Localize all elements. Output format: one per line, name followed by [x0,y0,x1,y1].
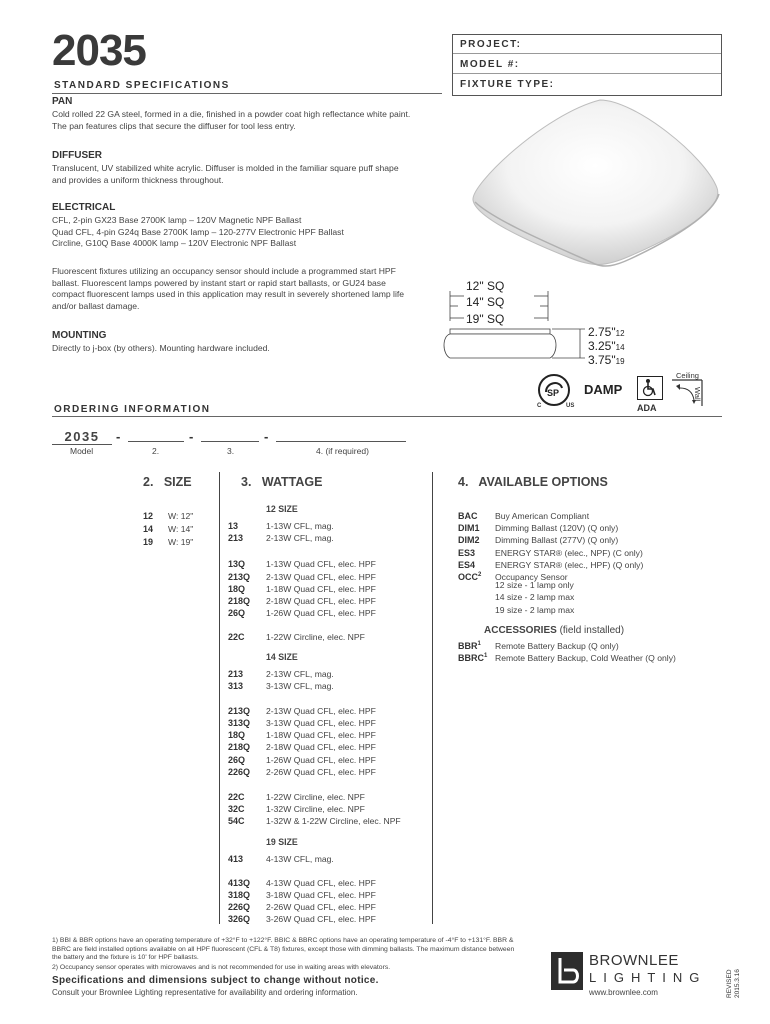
project-field[interactable]: PROJECT: [453,35,721,54]
wattage-row [228,713,428,729]
fixture-image [455,96,735,276]
option-row [458,518,718,534]
size-row: 14 W: 14" [143,524,194,534]
wattage-description: 2-13W CFL, mag. [266,533,334,544]
electrical-text: CFL, 2-pin GX23 Base 2700K lamp – 120V Magnetic NPF Ballast Quad CFL, 4-pin G24q Base 2700K lamp – 120-277V Electronic HPF Ballast Circline, G10Q Base 4000K lamp – 120V Electronic NPF Ballast [52,215,344,248]
wattage-description: 1-22W Circline, elec. NPF [266,792,365,802]
option-row [458,506,718,521]
fixture-type-field[interactable]: FIXTURE TYPE: [460,79,555,90]
wattage-code: 218Q [228,742,251,753]
wattage-code: 213 [228,668,244,679]
wattage-row [228,873,428,888]
wattage-code: 26Q [228,608,246,619]
option-row [458,543,718,558]
electrical-heading: ELECTRICAL [52,202,116,213]
wattage-description: 2-13W CFL, mag. [266,668,334,679]
height-19-label: 3.75"19 [588,353,625,367]
option-code: BBRC$^1$ [458,652,488,663]
size-row: 19 W: 19" [143,537,194,547]
wattage-description: 3-18W Quad CFL, elec. HPF [266,889,376,900]
wattage-code: 26Q [228,754,246,765]
wattage-description: 3-26W Quad CFL, elec. HPF [266,914,376,925]
website-link[interactable]: www.brownlee.com [589,988,658,997]
wattage-description: 1-32W Circline, elec. NPF [266,804,365,815]
wattage-list [228,504,428,925]
wattage-row [228,603,428,619]
wattage-code: 313Q [228,718,251,729]
wattage-code: 313 [228,680,244,691]
wattage-code: 326Q [228,914,251,925]
ada-label: ADA [637,403,657,413]
dash-2: - [189,429,194,444]
disclaimer: Specifications and dimensions subject to change without notice. [52,975,379,986]
wattage-description: 1-13W CFL, mag. [266,521,334,531]
caption-3: 3. [227,446,235,456]
option-description: Remote Battery Backup, Cold Weather (Q only) [495,652,676,663]
wattage-row [228,579,428,594]
wattage-code: 213 [228,533,244,544]
wattage-description: 1-18W Quad CFL, elec. HPF [266,730,376,741]
column-divider-1 [219,472,220,924]
wattage-description: 1-22W Circline, elec. NPF [266,632,365,643]
option-description: Dimming Ballast (120V) (Q only) [495,523,619,534]
ordering-information-heading: ORDERING INFORMATION [54,404,211,415]
option-description: Buy American Compliant [495,511,590,521]
wattage-row [228,750,428,765]
wattage-description: 2-13W Quad CFL, elec. HPF [266,705,376,716]
wattage-row [228,664,428,679]
size-row: 12 W: 12" [143,511,194,521]
dash-3: - [264,429,269,444]
size-list [143,506,193,545]
wattage-column-heading: 3. WATTAGE [241,475,323,489]
option-description: ENERGY STAR® (elec., NPF) (C only) [495,547,643,558]
model-code-field: 2035 [52,429,112,445]
option-code: ES4 [458,559,476,570]
wattage-code: 213Q [228,571,251,582]
standard-specifications-heading: STANDARD SPECIFICATIONS [54,80,230,91]
wattage-code: 413 [228,853,244,864]
occupancy-notes: 12 size - 1 lamp only 14 size - 2 lamp max 19 size - 2 lamp max [495,580,575,615]
column-divider-2 [432,472,433,924]
wattage-row [228,885,428,900]
wattage-row [228,762,428,777]
wattage-description: 1-32W & 1-22W Circline, elec. NPF [266,816,401,827]
wattage-description: 3-13W CFL, mag. [266,680,334,691]
ada-icon [637,376,663,400]
footnote-1: 1) BBI & BBR options have an operating temperature of +32°F to +122°F. BBIC & BBRC options have an operating temperature of -4°F to +131°F. BBR & BBRC are field installed options available on all HPF fluorescent (CFL & T8) fixtures, except those with dimming ballasts. The maximum distance between the battery and the fixture is 10' for HPF ballasts. [52,937,515,961]
size-14-label: 14" SQ [466,295,505,309]
height-14-label: 3.25"14 [588,339,625,353]
wattage-row [228,591,428,606]
wattage-code: 54C [228,816,245,827]
size-12-label: 12" SQ [466,279,505,293]
footnote-2: 2) Occupancy sensor operates with microwaves and is not recommended for use in waiting areas with elevators. [52,964,391,971]
brand-lighting: LIGHTING [589,970,707,985]
wattage-description: 4-13W CFL, mag. [266,853,334,864]
wattage-row [228,567,428,582]
size-column-heading: 2. SIZE [143,475,192,489]
option-row [458,636,718,651]
size-14-subheading: 14 SIZE [266,651,298,662]
caption-4: 4. (if required) [316,446,369,456]
wattage-code: 22C [228,792,245,802]
options-list [458,506,718,663]
options-column-heading: 4. AVAILABLE OPTIONS [458,475,608,489]
wattage-row [228,528,428,544]
damp-label: DAMP [584,382,623,397]
header-divider [52,93,442,94]
option-code: BBR$^1$ [458,640,481,651]
pan-text: Cold rolled 22 GA steel, formed in a die, finished in a powder coat high reflectance white paint. The pan features clips that secure the diffuser for tool less entry. [52,109,411,131]
wattage-description: 1-18W Quad CFL, elec. HPF [266,583,376,594]
wattage-description: 1-13W Quad CFL, elec. HPF [266,559,376,570]
accessories-heading: ACCESSORIES (field installed) [484,624,625,636]
ordering-divider [52,416,722,417]
option-row [458,530,718,546]
wattage-row [228,897,428,913]
size-blank[interactable] [128,441,184,442]
wattage-code: 226Q [228,766,251,777]
pan-heading: PAN [52,96,73,107]
consult-text: Consult your Brownlee Lighting representative for availability and ordering information. [52,988,358,997]
wattage-description: 2-18W Quad CFL, elec. HPF [266,742,376,753]
wattage-code: 32C [228,804,245,815]
wattage-code: 22C [228,632,245,643]
option-description: Dimming Ballast (277V) (Q only) [495,535,619,546]
wattage-row [228,725,428,741]
ceiling-label: Ceiling [676,371,699,380]
wall-label: Wall [693,387,702,402]
size-19-label: 19" SQ [466,312,505,326]
wattage-row [228,627,428,643]
option-code: DIM1 [458,523,480,534]
option-row [458,555,718,570]
wattage-row [228,799,428,815]
diffuser-text: Translucent, UV stabilized white acrylic. Diffuser is molded in the familiar square puff shape and provides a uniform thickness throughout. [52,163,399,185]
model-field[interactable]: MODEL #: [453,55,721,74]
wattage-blank[interactable] [201,441,259,442]
fluorescent-warning-text: Fluorescent fixtures utilizing an occupancy sensor should include a programmed start HPF ballast. Fluorescent lamps powered by instant start or rapid start ballasts, or GU24 base compact fluorescent lamps used in this application may result in severely shortened lamp life and/or ballast damage. [52,266,405,311]
option-code: ES3 [458,547,476,558]
diffuser-heading: DIFFUSER [52,150,102,161]
wattage-code: 218Q [228,595,251,606]
options-blank[interactable] [276,441,406,442]
wattage-code: 13 [228,521,239,531]
revised-stamp: REVISED 2015.3.16 [726,969,741,998]
size-12-subheading: 12 SIZE [266,504,298,514]
wattage-code: 413Q [228,877,251,888]
size-19-subheading: 19 SIZE [266,836,298,847]
caption-2: 2. [152,446,160,456]
wattage-row [228,787,428,802]
project-info-box [452,34,722,96]
height-12-label: 2.75"12 [588,325,625,339]
mounting-heading: MOUNTING [52,330,107,341]
wattage-code: 318Q [228,889,251,900]
wattage-row [228,701,428,716]
svg-text:SP: SP [547,388,560,398]
wattage-description: 2-26W Quad CFL, elec. HPF [266,902,376,913]
wattage-description: 2-18W Quad CFL, elec. HPF [266,595,376,606]
wattage-description: 2-13W Quad CFL, elec. HPF [266,571,376,582]
option-description: ENERGY STAR® (elec., HPF) (Q only) [495,559,644,570]
wattage-code: 13Q [228,559,246,570]
csa-c-label: C [537,403,542,409]
wattage-description: 1-26W Quad CFL, elec. HPF [266,754,376,765]
wattage-row [228,909,428,925]
wattage-description: 1-26W Quad CFL, elec. HPF [266,608,376,619]
option-code: BAC [458,511,478,521]
wattage-code: 213Q [228,705,251,716]
option-description: Occupancy Sensor [495,571,568,582]
mounting-text: Directly to j-box (by others). Mounting hardware included. [52,343,270,353]
option-code: OCC$^2$ [458,571,482,582]
brand-name: BROWNLEE [589,952,679,969]
wattage-row [228,811,428,827]
option-code: DIM2 [458,535,480,546]
wattage-row [228,737,428,753]
wattage-description: 2-26W Quad CFL, elec. HPF [266,766,376,777]
wattage-code: 18Q [228,583,246,594]
model-caption: Model [70,446,94,456]
wattage-description: 4-13W Quad CFL, elec. HPF [266,877,376,888]
dash-1: - [116,429,121,444]
model-number-title: 2035 [52,26,146,75]
brownlee-logo-icon [551,952,583,990]
wattage-row [228,516,428,531]
wattage-code: 18Q [228,730,246,741]
option-description: Remote Battery Backup (Q only) [495,640,619,651]
wheelchair-icon [638,377,661,398]
option-row [458,648,718,663]
wattage-code: 226Q [228,902,251,913]
wattage-row [228,849,428,864]
wattage-description: 3-13W Quad CFL, elec. HPF [266,718,376,729]
wattage-row [228,676,428,691]
csa-us-label: US [566,403,575,409]
wattage-row [228,554,428,570]
